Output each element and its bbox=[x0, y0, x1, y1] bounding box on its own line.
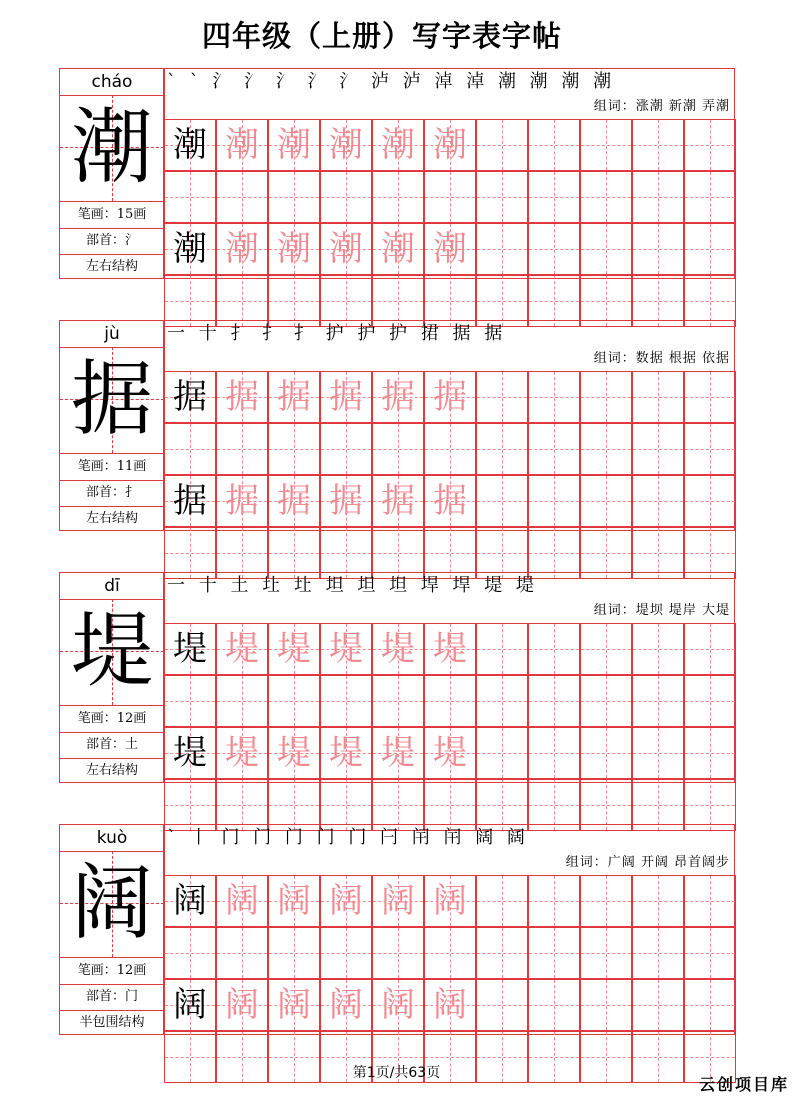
page-number: 第1页/共63页 bbox=[352, 1065, 441, 1081]
practice-cell[interactable] bbox=[372, 675, 424, 727]
pinyin: jù bbox=[60, 321, 164, 348]
practice-grid bbox=[164, 727, 736, 831]
practice-cell[interactable] bbox=[320, 675, 372, 727]
practice-cell[interactable] bbox=[320, 371, 372, 423]
model-character-box bbox=[60, 347, 164, 454]
sample-character: 堤 bbox=[173, 733, 207, 773]
trace-character: 据 bbox=[277, 377, 311, 417]
practice-cell[interactable] bbox=[528, 371, 580, 423]
practice-cell[interactable] bbox=[632, 171, 684, 223]
trace-character: 阔 bbox=[277, 985, 311, 1025]
radical: 部首：门 bbox=[60, 984, 164, 1011]
practice-cell[interactable] bbox=[424, 875, 476, 927]
practice-cell[interactable] bbox=[476, 171, 528, 223]
practice-cell[interactable] bbox=[528, 423, 580, 475]
practice-cell[interactable] bbox=[424, 423, 476, 475]
trace-character: 堤 bbox=[225, 733, 259, 773]
trace-character: 据 bbox=[329, 377, 363, 417]
practice-cell[interactable] bbox=[216, 223, 268, 275]
practice-cell[interactable] bbox=[528, 927, 580, 979]
sample-character: 阔 bbox=[173, 881, 207, 921]
trace-character: 据 bbox=[433, 377, 467, 417]
stroke-order: 一 十 土 圵 圵 坦 坦 坦 垾 垾 堤 堤 bbox=[167, 575, 538, 596]
practice-cell[interactable] bbox=[320, 171, 372, 223]
practice-cell[interactable] bbox=[320, 979, 372, 1031]
practice-cell[interactable] bbox=[268, 423, 320, 475]
word-examples: 组词：数据 根据 依据 bbox=[593, 351, 730, 366]
trace-character: 据 bbox=[225, 377, 259, 417]
sample-character: 据 bbox=[173, 377, 207, 417]
practice-cell[interactable] bbox=[684, 927, 736, 979]
practice-cell[interactable] bbox=[580, 423, 632, 475]
practice-cell[interactable] bbox=[632, 371, 684, 423]
trace-character: 堤 bbox=[381, 629, 415, 669]
practice-cell[interactable] bbox=[216, 623, 268, 675]
trace-character: 潮 bbox=[277, 229, 311, 269]
practice-cell[interactable] bbox=[424, 371, 476, 423]
practice-panel bbox=[163, 572, 735, 783]
practice-cell[interactable] bbox=[632, 979, 684, 1031]
pinyin: cháo bbox=[60, 69, 164, 96]
practice-cell[interactable] bbox=[164, 675, 216, 727]
practice-cell[interactable] bbox=[528, 979, 580, 1031]
practice-cell[interactable] bbox=[632, 223, 684, 275]
trace-character: 堤 bbox=[381, 733, 415, 773]
practice-cell[interactable] bbox=[580, 171, 632, 223]
trace-character: 堤 bbox=[433, 629, 467, 669]
practice-cell[interactable] bbox=[372, 371, 424, 423]
practice-cell[interactable] bbox=[528, 119, 580, 171]
practice-cell[interactable] bbox=[424, 171, 476, 223]
practice-cell[interactable] bbox=[424, 979, 476, 1031]
model-character-box bbox=[60, 851, 164, 958]
page-title: 四年级（上册）写字表字帖 bbox=[201, 19, 562, 53]
sample-character: 潮 bbox=[173, 125, 207, 165]
practice-cell[interactable] bbox=[372, 423, 424, 475]
practice-cell[interactable] bbox=[268, 927, 320, 979]
practice-cell[interactable] bbox=[164, 223, 216, 275]
sample-character: 堤 bbox=[173, 629, 207, 669]
practice-cell[interactable] bbox=[580, 727, 632, 779]
practice-cell[interactable] bbox=[320, 623, 372, 675]
practice-cell[interactable] bbox=[424, 119, 476, 171]
practice-cell[interactable] bbox=[216, 171, 268, 223]
radical: 部首：扌 bbox=[60, 480, 164, 507]
practice-cell[interactable] bbox=[268, 675, 320, 727]
practice-cell[interactable] bbox=[268, 119, 320, 171]
practice-cell[interactable] bbox=[372, 875, 424, 927]
practice-cell[interactable] bbox=[476, 475, 528, 527]
practice-cell[interactable] bbox=[580, 875, 632, 927]
practice-cell[interactable] bbox=[632, 727, 684, 779]
practice-cell[interactable] bbox=[632, 475, 684, 527]
model-character: 据 bbox=[70, 352, 153, 447]
practice-grid bbox=[164, 623, 736, 727]
practice-cell[interactable] bbox=[684, 727, 736, 779]
practice-cell[interactable] bbox=[216, 119, 268, 171]
practice-cell[interactable] bbox=[164, 475, 216, 527]
practice-cell[interactable] bbox=[164, 927, 216, 979]
practice-cell[interactable] bbox=[684, 223, 736, 275]
practice-cell[interactable] bbox=[164, 119, 216, 171]
practice-cell[interactable] bbox=[216, 979, 268, 1031]
practice-cell[interactable] bbox=[476, 727, 528, 779]
structure: 左右结构 bbox=[85, 259, 138, 274]
practice-cell[interactable] bbox=[476, 675, 528, 727]
practice-panel bbox=[163, 68, 735, 279]
trace-character: 据 bbox=[381, 377, 415, 417]
character-block bbox=[59, 68, 735, 279]
practice-cell[interactable] bbox=[476, 927, 528, 979]
trace-character: 潮 bbox=[381, 125, 415, 165]
practice-cell[interactable] bbox=[476, 875, 528, 927]
character-info-panel bbox=[59, 824, 165, 1035]
trace-character: 堤 bbox=[329, 629, 363, 669]
practice-cell[interactable] bbox=[216, 875, 268, 927]
practice-cell[interactable] bbox=[684, 171, 736, 223]
character-block bbox=[59, 320, 735, 531]
structure: 左右结构 bbox=[85, 511, 138, 526]
practice-cell[interactable] bbox=[164, 623, 216, 675]
sample-character: 潮 bbox=[173, 229, 207, 269]
trace-character: 潮 bbox=[329, 125, 363, 165]
character-info-panel bbox=[59, 68, 165, 279]
trace-character: 堤 bbox=[433, 733, 467, 773]
trace-character: 据 bbox=[225, 481, 259, 521]
trace-character: 阔 bbox=[225, 881, 259, 921]
practice-cell[interactable] bbox=[580, 475, 632, 527]
practice-cell[interactable] bbox=[580, 119, 632, 171]
stroke-count: 笔画：15画 bbox=[60, 202, 164, 229]
trace-character: 潮 bbox=[277, 125, 311, 165]
model-character-box bbox=[60, 95, 164, 202]
practice-cell[interactable] bbox=[216, 475, 268, 527]
sample-character: 阔 bbox=[173, 985, 207, 1025]
trace-character: 据 bbox=[433, 481, 467, 521]
stroke-order: ` ` 氵 氵 氵 氵 氵 泸 泸 淖 淖 潮 潮 潮 潮 bbox=[167, 71, 616, 92]
stroke-count: 笔画：11画 bbox=[60, 454, 164, 481]
practice-cell[interactable] bbox=[164, 171, 216, 223]
trace-character: 据 bbox=[329, 481, 363, 521]
trace-character: 阔 bbox=[329, 985, 363, 1025]
practice-cell[interactable] bbox=[684, 675, 736, 727]
practice-cell[interactable] bbox=[580, 675, 632, 727]
trace-character: 阔 bbox=[277, 881, 311, 921]
practice-cell[interactable] bbox=[684, 875, 736, 927]
practice-cell[interactable] bbox=[268, 223, 320, 275]
practice-cell[interactable] bbox=[268, 979, 320, 1031]
practice-cell[interactable] bbox=[684, 371, 736, 423]
practice-cell[interactable] bbox=[632, 675, 684, 727]
practice-grid bbox=[164, 223, 736, 327]
trace-character: 据 bbox=[381, 481, 415, 521]
pinyin: dī bbox=[60, 573, 164, 600]
trace-character: 阔 bbox=[381, 985, 415, 1025]
practice-cell[interactable] bbox=[528, 223, 580, 275]
practice-cell[interactable] bbox=[528, 675, 580, 727]
practice-cell[interactable] bbox=[216, 927, 268, 979]
practice-cell[interactable] bbox=[164, 875, 216, 927]
practice-cell[interactable] bbox=[580, 979, 632, 1031]
word-examples: 组词：堤坝 堤岸 大堤 bbox=[593, 603, 730, 618]
practice-cell[interactable] bbox=[372, 171, 424, 223]
practice-cell[interactable] bbox=[632, 875, 684, 927]
practice-cell[interactable] bbox=[528, 171, 580, 223]
practice-cell[interactable] bbox=[372, 727, 424, 779]
practice-cell[interactable] bbox=[372, 623, 424, 675]
practice-cell[interactable] bbox=[528, 727, 580, 779]
model-character: 堤 bbox=[70, 604, 153, 699]
trace-character: 潮 bbox=[225, 229, 259, 269]
practice-cell[interactable] bbox=[216, 423, 268, 475]
practice-cell[interactable] bbox=[476, 979, 528, 1031]
practice-cell[interactable] bbox=[268, 727, 320, 779]
practice-cell[interactable] bbox=[424, 623, 476, 675]
practice-cell[interactable] bbox=[372, 979, 424, 1031]
practice-cell[interactable] bbox=[632, 423, 684, 475]
trace-character: 阔 bbox=[381, 881, 415, 921]
practice-cell[interactable] bbox=[424, 475, 476, 527]
practice-cell[interactable] bbox=[164, 423, 216, 475]
practice-cell[interactable] bbox=[268, 475, 320, 527]
practice-panel bbox=[163, 320, 735, 531]
practice-cell[interactable] bbox=[684, 475, 736, 527]
brand-logo: 云创项目库 bbox=[698, 1075, 789, 1094]
practice-cell[interactable] bbox=[632, 623, 684, 675]
structure: 左右结构 bbox=[85, 763, 138, 778]
trace-character: 潮 bbox=[433, 229, 467, 269]
practice-cell[interactable] bbox=[476, 119, 528, 171]
practice-grid bbox=[164, 119, 736, 223]
sample-character: 据 bbox=[173, 481, 207, 521]
trace-character: 潮 bbox=[225, 125, 259, 165]
practice-cell[interactable] bbox=[424, 727, 476, 779]
trace-character: 潮 bbox=[329, 229, 363, 269]
practice-cell[interactable] bbox=[424, 675, 476, 727]
trace-character: 阔 bbox=[433, 985, 467, 1025]
practice-cell[interactable] bbox=[580, 623, 632, 675]
practice-cell[interactable] bbox=[216, 727, 268, 779]
practice-cell[interactable] bbox=[580, 371, 632, 423]
practice-cell[interactable] bbox=[684, 623, 736, 675]
practice-panel bbox=[163, 824, 735, 1035]
practice-cell[interactable] bbox=[372, 927, 424, 979]
radical: 部首：氵 bbox=[60, 228, 164, 255]
practice-cell[interactable] bbox=[528, 623, 580, 675]
practice-cell[interactable] bbox=[632, 927, 684, 979]
stroke-order: 一 十 扌 扌 扌 护 护 护 捃 据 据 bbox=[167, 323, 507, 344]
practice-cell[interactable] bbox=[164, 371, 216, 423]
practice-cell[interactable] bbox=[320, 423, 372, 475]
trace-character: 阔 bbox=[329, 881, 363, 921]
practice-cell[interactable] bbox=[268, 623, 320, 675]
practice-cell[interactable] bbox=[320, 875, 372, 927]
practice-cell[interactable] bbox=[164, 727, 216, 779]
practice-cell[interactable] bbox=[476, 371, 528, 423]
practice-cell[interactable] bbox=[684, 119, 736, 171]
character-block bbox=[59, 572, 735, 783]
word-examples: 组词：广阔 开阔 昂首阔步 bbox=[565, 855, 730, 870]
word-examples: 组词：涨潮 新潮 弄潮 bbox=[593, 99, 730, 114]
practice-cell[interactable] bbox=[320, 119, 372, 171]
trace-character: 阔 bbox=[433, 881, 467, 921]
stroke-count: 笔画：12画 bbox=[60, 958, 164, 985]
practice-cell[interactable] bbox=[268, 875, 320, 927]
trace-character: 潮 bbox=[433, 125, 467, 165]
practice-cell[interactable] bbox=[320, 727, 372, 779]
practice-grid bbox=[164, 475, 736, 579]
practice-cell[interactable] bbox=[580, 927, 632, 979]
practice-cell[interactable] bbox=[684, 979, 736, 1031]
stroke-order: ` 丨 门 门 门 门 门 闩 闬 闬 阔 阔 bbox=[167, 827, 529, 848]
practice-cell[interactable] bbox=[684, 423, 736, 475]
structure: 半包围结构 bbox=[79, 1015, 145, 1030]
model-character-box bbox=[60, 599, 164, 706]
trace-character: 阔 bbox=[225, 985, 259, 1025]
model-character: 潮 bbox=[70, 100, 153, 195]
practice-cell[interactable] bbox=[268, 171, 320, 223]
character-info-panel bbox=[59, 320, 165, 531]
trace-character: 据 bbox=[277, 481, 311, 521]
practice-cell[interactable] bbox=[216, 675, 268, 727]
practice-cell[interactable] bbox=[528, 475, 580, 527]
practice-cell[interactable] bbox=[372, 223, 424, 275]
pinyin: kuò bbox=[60, 825, 164, 852]
practice-grid bbox=[164, 875, 736, 979]
practice-cell[interactable] bbox=[216, 371, 268, 423]
practice-cell[interactable] bbox=[424, 927, 476, 979]
practice-cell[interactable] bbox=[268, 371, 320, 423]
practice-cell[interactable] bbox=[424, 223, 476, 275]
trace-character: 堤 bbox=[277, 733, 311, 773]
stroke-count: 笔画：12画 bbox=[60, 706, 164, 733]
practice-cell[interactable] bbox=[320, 927, 372, 979]
radical: 部首：土 bbox=[60, 732, 164, 759]
practice-cell[interactable] bbox=[476, 223, 528, 275]
trace-character: 堤 bbox=[329, 733, 363, 773]
character-info-panel bbox=[59, 572, 165, 783]
practice-cell[interactable] bbox=[320, 223, 372, 275]
practice-cell[interactable] bbox=[320, 475, 372, 527]
practice-cell[interactable] bbox=[528, 875, 580, 927]
character-block bbox=[59, 824, 735, 1035]
practice-cell[interactable] bbox=[372, 475, 424, 527]
practice-cell[interactable] bbox=[476, 623, 528, 675]
practice-cell[interactable] bbox=[632, 119, 684, 171]
practice-cell[interactable] bbox=[164, 979, 216, 1031]
trace-character: 堤 bbox=[277, 629, 311, 669]
model-character: 阔 bbox=[70, 856, 153, 951]
trace-character: 堤 bbox=[225, 629, 259, 669]
practice-cell[interactable] bbox=[580, 223, 632, 275]
trace-character: 潮 bbox=[381, 229, 415, 269]
practice-cell[interactable] bbox=[372, 119, 424, 171]
practice-cell[interactable] bbox=[476, 423, 528, 475]
practice-grid bbox=[164, 371, 736, 475]
